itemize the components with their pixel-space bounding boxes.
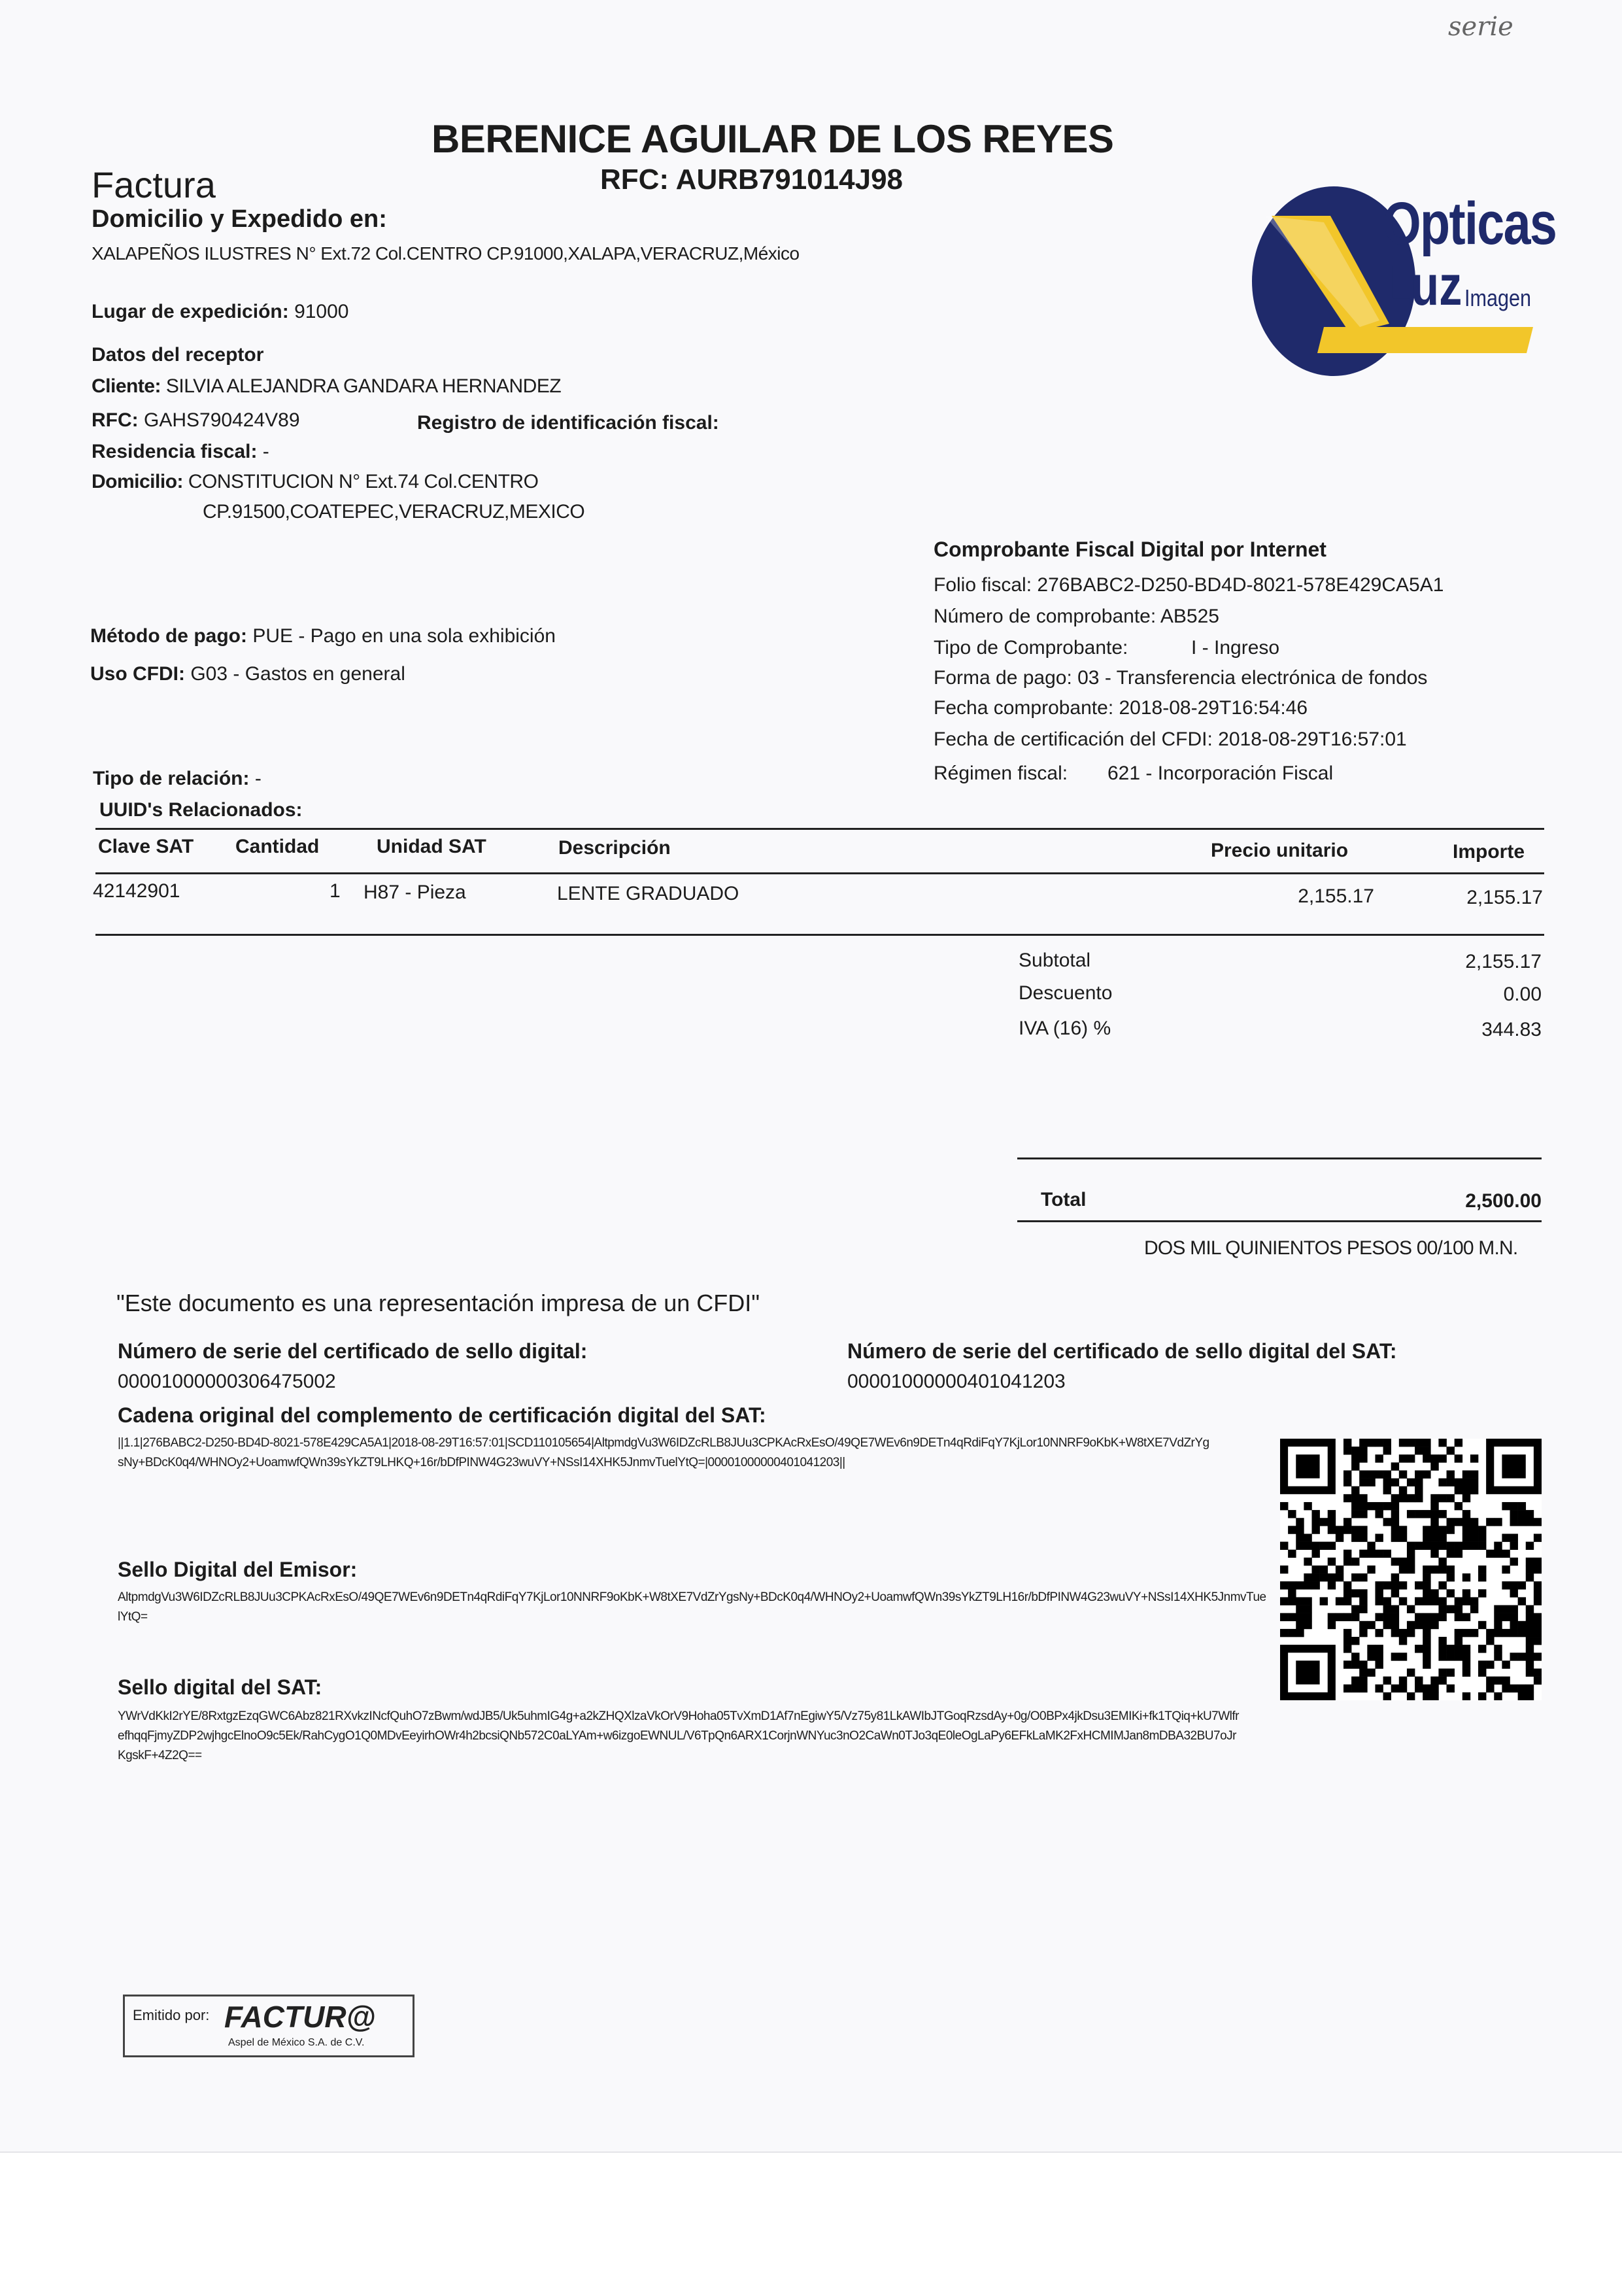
cfdi-fecha-comprobante: Fecha comprobante: 2018-08-29T16:54:46: [934, 697, 1308, 719]
qr-code: [1280, 1439, 1542, 1700]
descuento-value: 0.00: [1503, 984, 1542, 1005]
total-top-rule: [1017, 1157, 1542, 1159]
residencia-value: -: [262, 441, 269, 462]
iva-value: 344.83: [1481, 1019, 1542, 1040]
cfdi-fecha-certificacion: Fecha de certificación del CFDI: 2018-08-29T16:57:01: [934, 728, 1407, 750]
cfdi-tipo-label: Tipo de Comprobante:: [934, 637, 1128, 659]
col-header-importe: Importe: [1453, 841, 1525, 863]
emitido-por-label: Emitido por:: [133, 2007, 210, 2023]
serie-sat-label: Número de serie del certificado de sello digital del SAT:: [847, 1339, 1397, 1363]
cfdi-regimen-label: Régimen fiscal:: [934, 762, 1068, 784]
total-in-words: DOS MIL QUINIENTOS PESOS 00/100 M.N.: [1144, 1237, 1518, 1259]
serie-emisor-value: 00001000000306475002: [118, 1371, 336, 1392]
col-header-precio: Precio unitario: [1211, 840, 1349, 861]
lugar-expedicion-value: 91000: [294, 301, 349, 322]
receptor-heading: Datos del receptor: [92, 344, 264, 366]
receptor-domicilio-line1: CONSTITUCION N° Ext.74 Col.CENTRO: [188, 471, 539, 492]
metodo-pago-label: Método de pago:: [90, 625, 247, 647]
table-top-rule: [95, 828, 1544, 830]
cfdi-regimen-value: 621 - Incorporación Fiscal: [1107, 762, 1334, 784]
sello-emisor-label: Sello Digital del Emisor:: [118, 1558, 358, 1581]
logo-text-imagen: Imagen: [1464, 284, 1532, 311]
row-precio: 2,155.17: [1298, 885, 1374, 907]
receptor-rfc: [92, 409, 300, 432]
aspel-company: Aspel de México S.A. de C.V.: [228, 2037, 365, 2048]
descuento-label: Descuento: [1019, 982, 1113, 1004]
facture-brand: FACTUR@: [224, 2000, 376, 2034]
receptor-cliente: [92, 375, 561, 398]
uso-cfdi-value: G03 - Gastos en general: [190, 663, 405, 685]
document-type-title: Factura: [92, 164, 216, 205]
registro-identificacion-label: Registro de identificación fiscal:: [417, 412, 719, 434]
residencia-label: Residencia fiscal:: [92, 441, 258, 462]
receptor-domicilio-line2: CP.91500,COATEPEC,VERACRUZ,MEXICO: [203, 501, 585, 523]
table-bottom-rule: [95, 934, 1544, 936]
logo-text-opticas: Opticas: [1383, 190, 1557, 257]
cliente-value: SILVIA ALEJANDRA GANDARA HERNANDEZ: [165, 375, 562, 397]
row-descripcion: LENTE GRADUADO: [557, 883, 739, 904]
col-header-cantidad: Cantidad: [235, 836, 320, 857]
total-bottom-rule: [1017, 1220, 1542, 1222]
table-header-rule: [95, 872, 1544, 874]
cadena-original-label: Cadena original del complemento de certificación digital del SAT:: [118, 1403, 766, 1427]
issuer-name: BERENICE AGUILAR DE LOS REYES: [431, 117, 1114, 161]
receptor-domicilio: [92, 471, 538, 493]
cfdi-folio: Folio fiscal: 276BABC2-D250-BD4D-8021-578E429CA5A1: [934, 574, 1444, 596]
total-label: Total: [1041, 1189, 1087, 1210]
receptor-domicilio-label: Domicilio:: [92, 471, 184, 492]
issuer-domicilio-label: Domicilio y Expedido en:: [92, 205, 387, 233]
cfdi-tipo-value: I - Ingreso: [1191, 637, 1280, 659]
col-header-clave: Clave SAT: [98, 836, 194, 857]
cfdi-heading: Comprobante Fiscal Digital por Internet: [934, 538, 1326, 561]
metodo-pago: [90, 625, 556, 647]
logo-text-luz: Luz: [1383, 254, 1462, 317]
lugar-expedicion-label: Lugar de expedición:: [92, 301, 289, 322]
serie-emisor-label: Número de serie del certificado de sello digital:: [118, 1339, 588, 1363]
sello-sat-label: Sello digital del SAT:: [118, 1675, 322, 1699]
sello-emisor-value: AltpmdgVu3W6IDZcRLB8JUu3CPKAcRxEsO/49QE7WEv6n9DETn4qRdiFqY7KjLor10NNRF9oKbK+W8tXE7VdZrYgsNy+BDcK0q4/WHNOy2+UoamwfQWn39sYkZT9LH16r/bDfPINW4G23wuVY+NSsI14XHK5JnmvTuelYtQ=: [118, 1590, 1266, 1624]
emitido-por-badge: [123, 1995, 414, 2057]
cfdi-representation-note: "Este documento es una representación impresa de un CFDI": [116, 1290, 760, 1316]
uso-cfdi: [90, 663, 405, 685]
receptor-rfc-label: RFC:: [92, 409, 139, 431]
sello-sat-value: YWrVdKkI2rYE/8RxtgzEzqGWC6Abz821RXvkzINcfQuhO7zBwm/wdJB5/Uk5uhmIG4g+a2kZHQXlzaVkOrV9Hoha05TvXmD1Af7nEgiwY5/Vz75y81LkAWIbJTGoqRzsdAy+0g/O0BPx4jkDsu3EMIKi+fk1TQiq+kU7WlfrefhqqFjmyZDP2wjhgcElnoO9c5Ek/RahCygO1Q0MDvEeyirhOWr4h2bcsiQNb572C0aLYAm+w6izgoEWNUL/V6TpQn6ARX1CorjnWNYuc3nO2CaWn0TJo3qE0leOgLaPy6EFkLaMK2FxHCMIMJan8mDBA32BU7oJrKgskF+4Z2Q==: [118, 1709, 1240, 1762]
tipo-relacion: [93, 768, 262, 790]
corner-handwritten-note: serie: [1448, 12, 1513, 42]
row-importe: 2,155.17: [1466, 887, 1543, 908]
cfdi-forma-pago: Forma de pago: 03 - Transferencia electrónica de fondos: [934, 667, 1428, 689]
issuer-domicilio: XALAPEÑOS ILUSTRES N° Ext.72 Col.CENTRO CP.91000,XALAPA,VERACRUZ,México: [92, 243, 800, 264]
issuer-rfc: RFC: AURB791014J98: [600, 163, 904, 196]
cliente-label: Cliente:: [92, 375, 161, 397]
lugar-expedicion: [92, 301, 349, 323]
row-clave: 42142901: [93, 880, 180, 902]
receptor-residencia: [92, 441, 269, 463]
col-header-descripcion: Descripción: [558, 837, 671, 859]
tipo-relacion-label: Tipo de relación:: [93, 768, 250, 789]
total-value: 2,500.00: [1465, 1190, 1542, 1212]
receptor-rfc-value: GAHS790424V89: [144, 409, 300, 431]
iva-label: IVA (16) %: [1019, 1018, 1111, 1039]
metodo-pago-value: PUE - Pago en una sola exhibición: [252, 625, 556, 647]
serie-sat-value: 00001000000401041203: [847, 1371, 1066, 1392]
cadena-original-value: ||1.1|276BABC2-D250-BD4D-8021-578E429CA5A1|2018-08-29T16:57:01|SCD110105654|AltpmdgVu3W6IDZcRLB8JUu3CPKAcRxEsO/49QE7WEv6n9DETn4qRdiFqY7KjLor10NNRF9oKbK+W8tXE7VdZrYgsNy+BDcK0q4/WHNOy2+UoamwfQWn39sYkZT9LHKQ+16r/bDfPINW4G23wuVY+NSsI14XHK5JnmvTuelYtQ=|00001000000401041203||: [118, 1436, 1209, 1469]
uuids-relacionados-label: UUID's Relacionados:: [99, 799, 303, 821]
subtotal-value: 2,155.17: [1465, 951, 1542, 972]
row-unidad: H87 - Pieza: [363, 882, 466, 903]
cfdi-numero: Número de comprobante: AB525: [934, 606, 1219, 627]
tipo-relacion-value: -: [254, 768, 262, 789]
page-bottom-margin: [0, 2151, 1622, 2296]
opticas-luz-logo: [1245, 177, 1557, 386]
uso-cfdi-label: Uso CFDI:: [90, 663, 185, 685]
col-header-unidad: Unidad SAT: [377, 836, 486, 857]
subtotal-label: Subtotal: [1019, 950, 1091, 971]
row-cantidad: 1: [329, 880, 341, 902]
qr-code-icon: [1280, 1439, 1542, 1700]
